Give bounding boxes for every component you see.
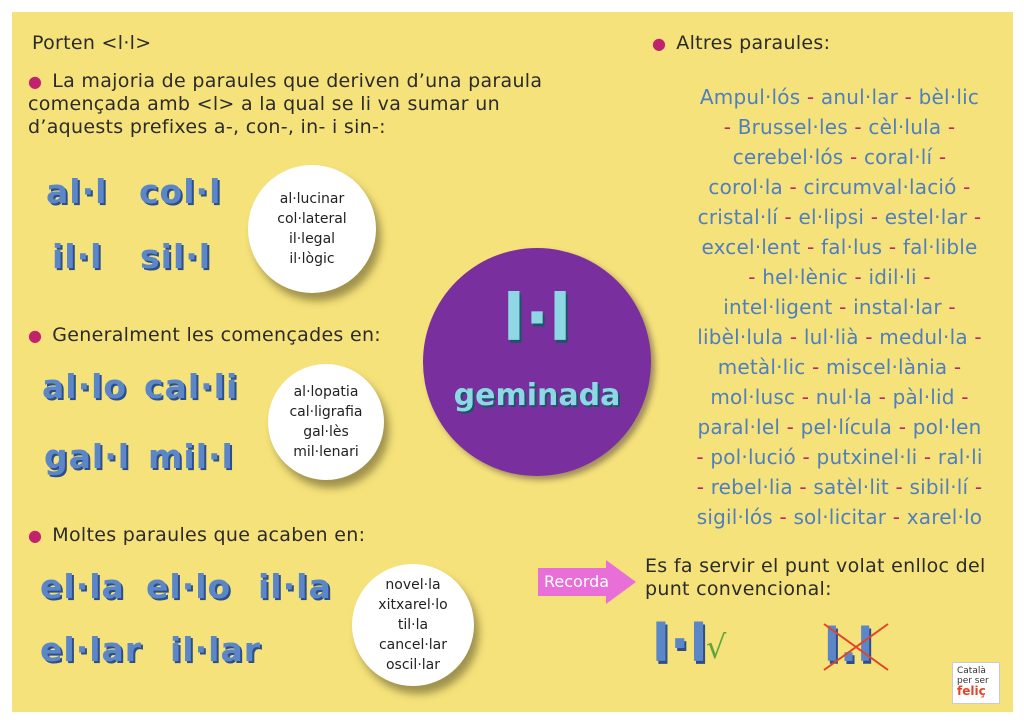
word-line (667, 112, 1012, 142)
word: intel·ligent (723, 295, 833, 319)
big-word: al·lo (42, 367, 128, 406)
separator: - (843, 145, 864, 169)
section1-label: La majoria de paraules que deriven d’una paraula començada amb <l> a la qual se li va sumar un d’aquests prefixes a-, con-, in- i sin-: (28, 70, 543, 138)
example-word: mil·lenari (293, 444, 359, 460)
separator: - (888, 475, 910, 499)
example-word: novel·la (385, 577, 441, 593)
big-word: el·lo (146, 567, 232, 606)
altres-word-list (667, 82, 1012, 532)
separator: - (795, 385, 816, 409)
word-line (667, 232, 1012, 262)
separator: - (832, 295, 854, 319)
altres-title-row (652, 32, 830, 55)
separator: - (954, 385, 969, 409)
example-word: il·legal (288, 231, 336, 247)
separator: - (932, 145, 947, 169)
word-line (667, 472, 1012, 502)
separator: - (916, 265, 931, 289)
word: ral·li (937, 445, 983, 469)
word: satèl·lit (813, 475, 889, 499)
word-line (667, 142, 1012, 172)
recorda-label: Recorda (544, 572, 610, 591)
word: cristal·lí (697, 205, 778, 229)
word: xarel·lo (906, 505, 983, 529)
separator: - (967, 205, 982, 229)
separator: - (796, 445, 817, 469)
big-word: il·la (258, 567, 332, 606)
big-word: il·lar (170, 630, 262, 669)
big-word: il·l (52, 237, 103, 276)
separator: - (778, 205, 799, 229)
examples-circle-3 (352, 564, 474, 686)
cross-icon (820, 618, 894, 674)
section2-label: Generalment les començades en: (52, 324, 381, 346)
example-word: col·lateral (277, 211, 347, 227)
header-title: Porten <l·l> (32, 32, 152, 54)
separator: - (898, 85, 919, 109)
wrong-example (820, 618, 894, 674)
separator: - (800, 235, 822, 259)
word: pel·lícula (800, 415, 893, 439)
word-line (667, 502, 1012, 532)
word: metàl·lic (717, 355, 806, 379)
word: coral·lí (863, 145, 933, 169)
word: fal·lible (902, 235, 978, 259)
logo (952, 662, 1000, 704)
word: sibil·lí (909, 475, 969, 499)
word: pàl·lid (892, 385, 955, 409)
example-word: al·lopatia (293, 384, 359, 400)
separator: - (864, 205, 885, 229)
altres-title: Altres paraules: (676, 32, 831, 54)
poster (12, 12, 1013, 712)
word: el·lipsi (798, 205, 865, 229)
examples-circle-1 (248, 165, 376, 293)
word: estel·lar (884, 205, 968, 229)
big-word: col·l (139, 172, 222, 211)
word: sigil·lós (696, 505, 773, 529)
separator: - (696, 475, 711, 499)
word: Ampul·lós (699, 85, 801, 109)
word: lul·lià (803, 325, 859, 349)
big-word: el·la (40, 567, 125, 606)
logo-line: per ser (957, 676, 989, 686)
separator: - (782, 175, 804, 199)
word: instal·lar (853, 295, 942, 319)
word: hel·lènic (762, 265, 848, 289)
word: bèl·lic (918, 85, 980, 109)
section2-text (28, 324, 381, 347)
word-line (667, 172, 1012, 202)
word: pol·lució (710, 445, 796, 469)
bullet-icon: ● (28, 72, 43, 91)
word: cèl·lula (868, 115, 942, 139)
example-word: cancel·lar (378, 637, 448, 653)
separator: - (892, 415, 913, 439)
word: pol·len (912, 415, 982, 439)
example-word: oscil·lar (385, 657, 440, 673)
separator: - (772, 505, 794, 529)
word-line (667, 82, 1012, 112)
separator: - (805, 355, 826, 379)
separator: - (886, 505, 907, 529)
center-label: geminada (453, 378, 621, 413)
word: putxinel·li (816, 445, 918, 469)
separator: - (696, 445, 711, 469)
word-line (667, 352, 1012, 382)
word: medul·la (879, 325, 968, 349)
word-line (667, 202, 1012, 232)
recorda-arrow (538, 560, 638, 604)
separator: - (917, 445, 938, 469)
wrong-symbol: l.l (824, 618, 874, 672)
separator: - (956, 175, 971, 199)
separator: - (783, 325, 804, 349)
example-word: xitxarel·lo (378, 597, 448, 613)
big-word: al·l (46, 172, 108, 211)
big-word: sil·l (140, 237, 212, 276)
separator: - (748, 265, 763, 289)
logo-line: feliç (957, 684, 986, 698)
example-word: il·lògic (289, 251, 335, 267)
separator: - (882, 235, 903, 259)
big-word: mil·l (148, 437, 234, 476)
word: mol·lusc (710, 385, 796, 409)
separator: - (847, 115, 869, 139)
word: Brussel·les (737, 115, 848, 139)
big-word: cal·li (144, 367, 239, 406)
center-symbol: l·l (502, 282, 572, 356)
bullet-icon: ● (652, 34, 667, 53)
separator: - (941, 295, 956, 319)
check-icon: √ (706, 628, 727, 666)
word: idil·li (868, 265, 917, 289)
section1-text (28, 70, 548, 139)
word: anul·lar (820, 85, 899, 109)
word: corol·la (708, 175, 783, 199)
word-line (667, 412, 1012, 442)
word-line (667, 292, 1012, 322)
separator: - (941, 115, 956, 139)
word: excel·lent (701, 235, 801, 259)
separator: - (800, 85, 821, 109)
logo-line: Català (957, 666, 986, 676)
separator: - (848, 265, 869, 289)
geminada-circle (423, 248, 651, 476)
word-line (667, 382, 1012, 412)
arrow-head-icon (606, 560, 636, 604)
word: miscel·lània (825, 355, 948, 379)
word: rebel·lia (710, 475, 793, 499)
example-word: cal·ligrafia (289, 404, 363, 420)
word-line (667, 262, 1012, 292)
word: fal·lus (821, 235, 883, 259)
separator: - (780, 415, 801, 439)
word: nul·la (815, 385, 873, 409)
big-word: gal·l (44, 437, 131, 476)
separator: - (968, 475, 983, 499)
word: sol·licitar (793, 505, 887, 529)
word-line (667, 322, 1012, 352)
separator: - (723, 115, 738, 139)
recorda-text: Es fa servir el punt volat enlloc del punt convencional: (645, 555, 986, 600)
example-word: al·lucinar (279, 191, 345, 207)
separator: - (872, 385, 893, 409)
bullet-icon: ● (28, 326, 43, 345)
separator: - (792, 475, 814, 499)
word-line (667, 442, 1012, 472)
word: libèl·lula (697, 325, 784, 349)
separator: - (858, 325, 880, 349)
separator: - (947, 355, 962, 379)
example-word: gal·lès (303, 424, 349, 440)
word: circumval·lació (803, 175, 957, 199)
examples-circle-2 (268, 364, 384, 480)
example-word: til·la (397, 617, 429, 633)
separator: - (967, 325, 982, 349)
bullet-icon: ● (28, 526, 43, 545)
section3-label: Moltes paraules que acaben en: (52, 524, 366, 546)
word: paral·lel (697, 415, 781, 439)
section3-text (28, 524, 365, 547)
word: cerebel·lós (732, 145, 844, 169)
correct-symbol: l·l (652, 614, 708, 674)
big-word: el·lar (40, 630, 143, 669)
